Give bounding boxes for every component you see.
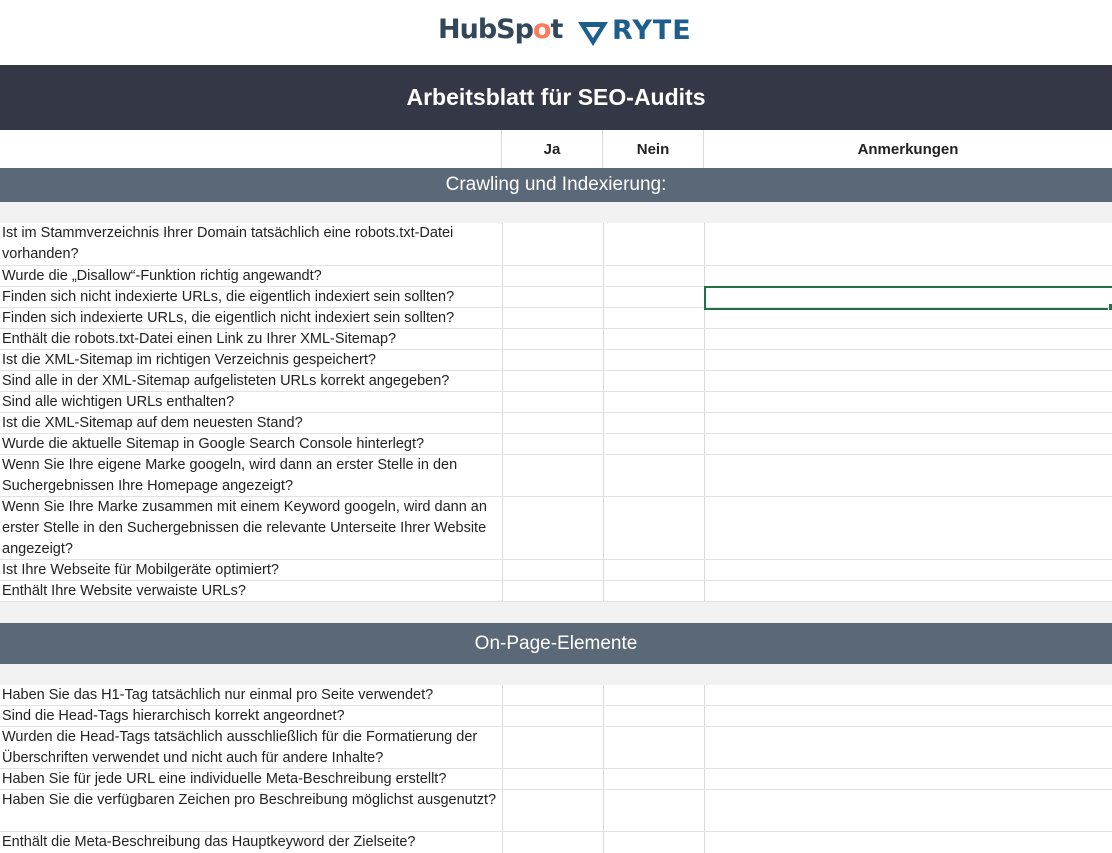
no-cell[interactable] bbox=[603, 560, 705, 580]
yes-cell[interactable] bbox=[502, 497, 604, 559]
no-cell[interactable] bbox=[603, 413, 705, 433]
logo-bar bbox=[0, 0, 1112, 65]
notes-cell[interactable] bbox=[704, 434, 1112, 454]
yes-cell[interactable] bbox=[502, 392, 604, 412]
yes-cell[interactable] bbox=[502, 308, 604, 328]
table-row[interactable] bbox=[0, 266, 1112, 287]
yes-cell[interactable] bbox=[502, 223, 604, 265]
notes-cell[interactable] bbox=[704, 727, 1112, 768]
page-title: Arbeitsblatt für SEO-Audits bbox=[0, 65, 1112, 130]
notes-cell[interactable] bbox=[704, 329, 1112, 349]
no-cell[interactable] bbox=[603, 497, 705, 559]
table-row[interactable] bbox=[0, 685, 1112, 706]
yes-cell[interactable] bbox=[502, 832, 604, 853]
question-text: Ist die XML-Sitemap im richtigen Verzeichnis gespeichert? bbox=[2, 352, 376, 368]
table-row[interactable] bbox=[0, 706, 1112, 727]
table-row[interactable] bbox=[0, 497, 1112, 560]
table-row[interactable] bbox=[0, 413, 1112, 434]
question-text: Sind alle wichtigen URLs enthalten? bbox=[2, 394, 235, 410]
no-cell[interactable] bbox=[603, 434, 705, 454]
section-spacer bbox=[0, 664, 1112, 685]
table-row[interactable] bbox=[0, 581, 1112, 602]
notes-cell[interactable] bbox=[704, 455, 1112, 496]
notes-cell[interactable] bbox=[704, 790, 1112, 831]
no-cell[interactable] bbox=[603, 329, 705, 349]
no-cell[interactable] bbox=[603, 308, 705, 328]
column-header-no[interactable]: Nein bbox=[603, 130, 704, 168]
fill-handle[interactable] bbox=[1108, 303, 1112, 311]
yes-cell[interactable] bbox=[502, 581, 604, 601]
no-cell[interactable] bbox=[603, 685, 705, 705]
question-text: Wenn Sie Ihre Marke zusammen mit einem Keyword googeln, wird dann an erster Stelle in den Suchergebnissen die relevante Unterseite Ihrer Website angezeigt? bbox=[2, 499, 487, 557]
yes-cell[interactable] bbox=[502, 455, 604, 496]
yes-cell[interactable] bbox=[502, 434, 604, 454]
yes-cell[interactable] bbox=[502, 790, 604, 831]
yes-cell[interactable] bbox=[502, 769, 604, 789]
question-text: Haben Sie das H1-Tag tatsächlich nur einmal pro Seite verwendet? bbox=[2, 687, 434, 703]
yes-cell[interactable] bbox=[502, 287, 604, 307]
selected-cell[interactable] bbox=[704, 286, 1112, 310]
yes-cell[interactable] bbox=[502, 413, 604, 433]
notes-cell[interactable] bbox=[704, 706, 1112, 726]
table-row[interactable] bbox=[0, 560, 1112, 581]
table-row[interactable] bbox=[0, 790, 1112, 832]
no-cell[interactable] bbox=[603, 287, 705, 307]
table-row[interactable] bbox=[0, 455, 1112, 497]
table-row[interactable] bbox=[0, 223, 1112, 266]
notes-cell[interactable] bbox=[704, 560, 1112, 580]
yes-cell[interactable] bbox=[502, 706, 604, 726]
notes-cell[interactable] bbox=[704, 769, 1112, 789]
no-cell[interactable] bbox=[603, 706, 705, 726]
section-header-on-page: On-Page-Elemente bbox=[0, 623, 1112, 664]
yes-cell[interactable] bbox=[502, 329, 604, 349]
table-row[interactable] bbox=[0, 769, 1112, 790]
notes-cell[interactable] bbox=[704, 581, 1112, 601]
notes-cell[interactable] bbox=[704, 413, 1112, 433]
question-text: Finden sich nicht indexierte URLs, die eigentlich indexiert sein sollten? bbox=[2, 289, 455, 305]
question-text: Wenn Sie Ihre eigene Marke googeln, wird dann an erster Stelle in den Suchergebnissen Ihre Homepage angezeigt? bbox=[2, 457, 458, 494]
hubspot-logo: HubSpot bbox=[438, 14, 563, 45]
yes-cell[interactable] bbox=[502, 350, 604, 370]
no-cell[interactable] bbox=[603, 581, 705, 601]
no-cell[interactable] bbox=[603, 350, 705, 370]
question-text: Haben Sie die verfügbaren Zeichen pro Beschreibung möglichst ausgenutzt? bbox=[2, 792, 497, 808]
no-cell[interactable] bbox=[603, 769, 705, 789]
section-spacer bbox=[0, 202, 1112, 223]
notes-cell[interactable] bbox=[704, 685, 1112, 705]
yes-cell[interactable] bbox=[502, 727, 604, 768]
question-text: Sind alle in der XML-Sitemap aufgelisteten URLs korrekt angegeben? bbox=[2, 373, 450, 389]
notes-cell[interactable] bbox=[704, 266, 1112, 286]
question-text: Ist Ihre Webseite für Mobilgeräte optimiert? bbox=[2, 562, 279, 578]
table-row[interactable] bbox=[0, 832, 1112, 853]
no-cell[interactable] bbox=[603, 392, 705, 412]
question-text: Enthält Ihre Website verwaiste URLs? bbox=[2, 583, 246, 599]
notes-cell[interactable] bbox=[704, 497, 1112, 559]
section-spacer bbox=[0, 602, 1112, 623]
no-cell[interactable] bbox=[603, 727, 705, 768]
table-row[interactable] bbox=[0, 392, 1112, 413]
yes-cell[interactable] bbox=[502, 560, 604, 580]
question-text: Enthält die Meta-Beschreibung das Hauptkeyword der Zielseite? bbox=[2, 834, 416, 850]
table-row[interactable] bbox=[0, 434, 1112, 455]
no-cell[interactable] bbox=[603, 455, 705, 496]
question-text: Enthält die robots.txt-Datei einen Link zu Ihrer XML-Sitemap? bbox=[2, 331, 397, 347]
no-cell[interactable] bbox=[603, 223, 705, 265]
yes-cell[interactable] bbox=[502, 266, 604, 286]
table-row[interactable] bbox=[0, 371, 1112, 392]
question-text: Wurde die aktuelle Sitemap in Google Search Console hinterlegt? bbox=[2, 436, 425, 452]
question-text: Wurden die Head-Tags tatsächlich ausschließlich für die Formatierung der Überschriften verwendet und nicht auch für andere Inhalte? bbox=[2, 729, 478, 766]
no-cell[interactable] bbox=[603, 832, 705, 853]
notes-cell[interactable] bbox=[704, 832, 1112, 853]
table-row[interactable] bbox=[0, 308, 1112, 329]
question-text: Wurde die „Disallow“-Funktion richtig angewandt? bbox=[2, 268, 322, 284]
yes-cell[interactable] bbox=[502, 371, 604, 391]
notes-cell[interactable] bbox=[704, 350, 1112, 370]
section-header-crawling: Crawling und Indexierung: bbox=[0, 168, 1112, 202]
table-row[interactable] bbox=[0, 329, 1112, 350]
notes-cell[interactable] bbox=[704, 392, 1112, 412]
no-cell[interactable] bbox=[603, 790, 705, 831]
table-row[interactable] bbox=[0, 727, 1112, 769]
yes-cell[interactable] bbox=[502, 685, 604, 705]
no-cell[interactable] bbox=[603, 266, 705, 286]
no-cell[interactable] bbox=[603, 371, 705, 391]
column-header-notes[interactable]: Anmerkungen bbox=[857, 140, 959, 158]
ryte-diamond-icon bbox=[576, 18, 610, 48]
ryte-logo: RYTE bbox=[612, 15, 692, 46]
table-row[interactable] bbox=[0, 350, 1112, 371]
question-text: Ist die XML-Sitemap auf dem neuesten Stand? bbox=[2, 415, 303, 431]
notes-cell[interactable] bbox=[704, 223, 1112, 265]
question-text: Ist im Stammverzeichnis Ihrer Domain tatsächlich eine robots.txt-Datei vorhanden? bbox=[2, 225, 454, 262]
column-header-question[interactable] bbox=[0, 130, 502, 168]
notes-cell[interactable] bbox=[704, 308, 1112, 328]
question-text: Finden sich indexierte URLs, die eigentlich nicht indexiert sein sollten? bbox=[2, 310, 455, 326]
column-header-yes[interactable]: Ja bbox=[502, 130, 603, 168]
question-text: Haben Sie für jede URL eine individuelle Meta-Beschreibung erstellt? bbox=[2, 771, 447, 787]
question-text: Sind die Head-Tags hierarchisch korrekt angeordnet? bbox=[2, 708, 345, 724]
notes-cell[interactable] bbox=[704, 371, 1112, 391]
